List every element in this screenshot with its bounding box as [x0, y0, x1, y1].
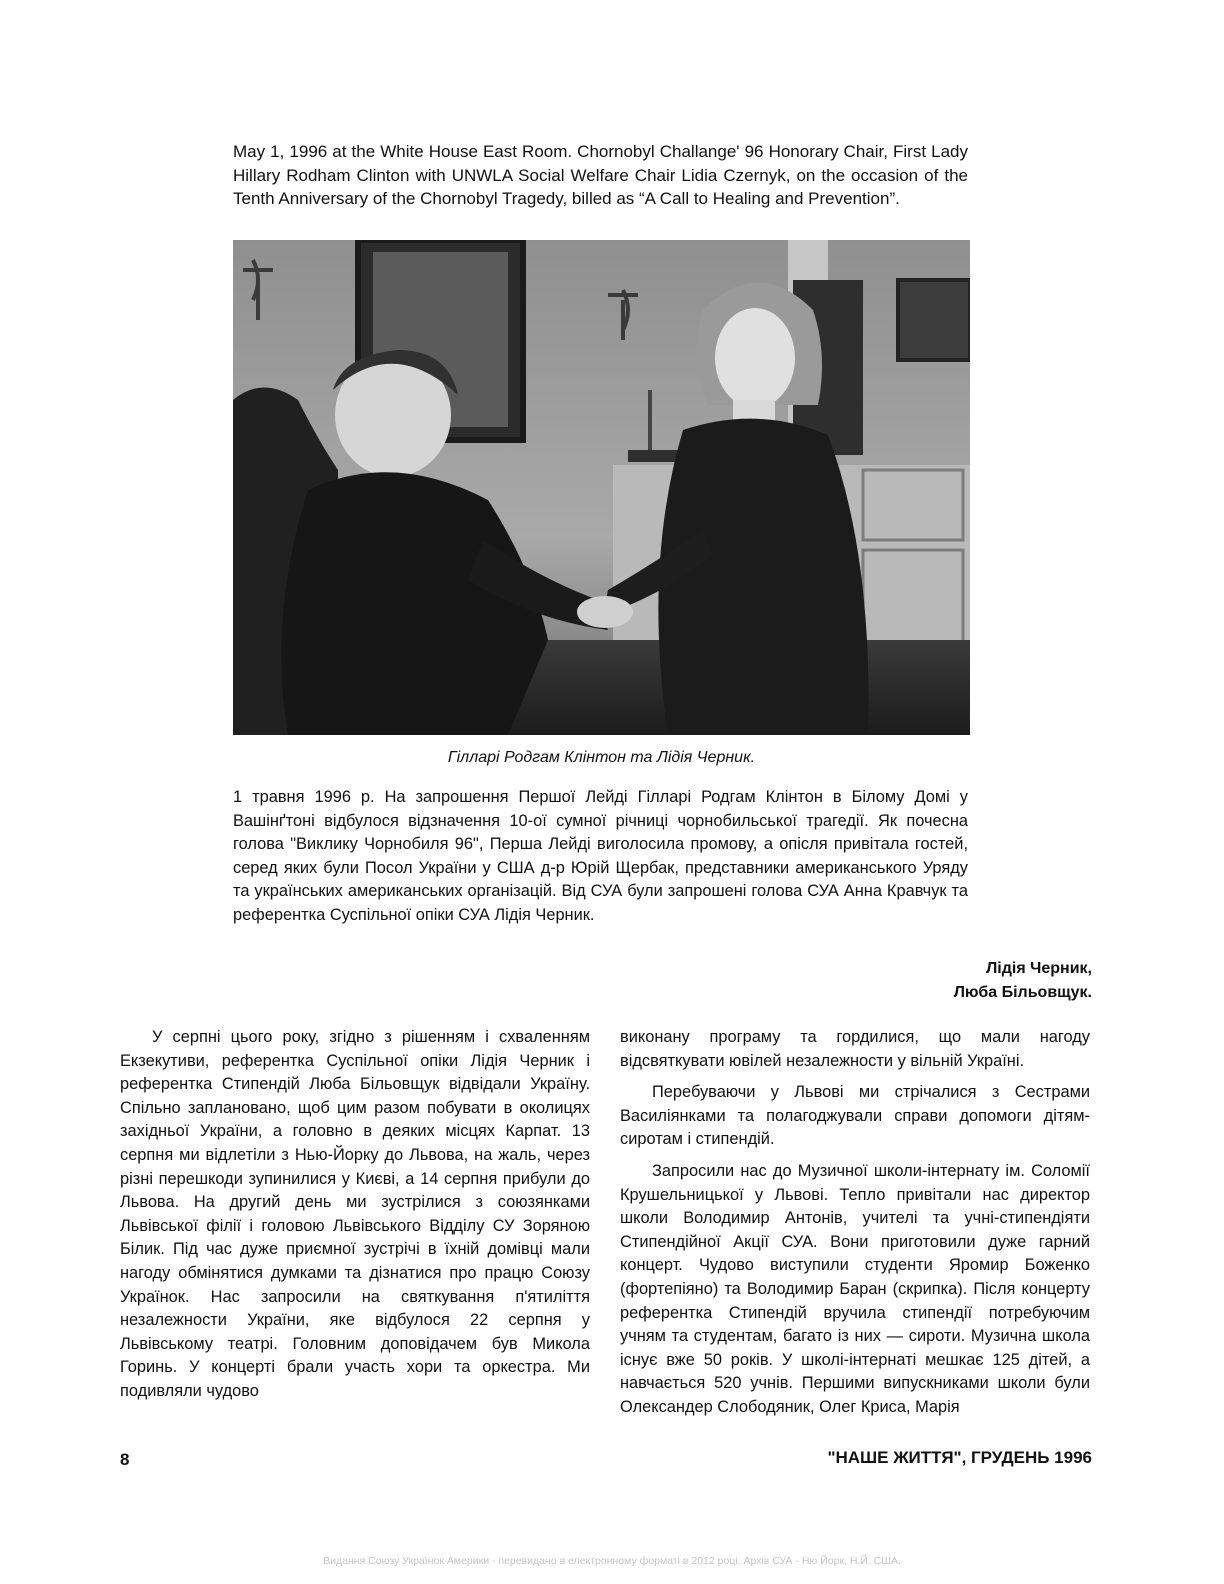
archive-watermark-note: Видання Союзу Українок Америки - перевидано в електронному форматі в 2012 році. Архів СУА - Ню Йорк, Н.Й. США.: [323, 1555, 901, 1567]
article-column-right: [620, 1026, 1090, 1428]
author-line-1: Лідія Черник,: [986, 960, 1092, 977]
photo-clinton-czernyk: [233, 240, 970, 735]
article-paragraph: Запросили нас до Музичної школи-інтернату ім. Соломії Крушельницької у Львові. Тепло привітали нас директор школи Володимир Антонів, учителі та учні-стипендіяти Стипендійної Акції СУА. Вони приготовили дуже гарний концерт. Чудово виступили студенти Яромир Боженко (фортепіяно) та Володимир Баран (скрипка). Після концерту референтка Стипендій вручила стипендії потребуючим учням та студентам, багато із них — сироти. Музична школа існує вже 50 років. У школі-інтернаті мешкає 125 дітей, а навчається 520 учнів. Першими випускниками школи були Олександер Слободяник, Олег Криса, Марія: [620, 1161, 1090, 1416]
english-photo-caption: May 1, 1996 at the White House East Room. Chornobyl Challange' 96 Honorary Chair, First Lady Hillary Rodham Clinton with UNWLA Social Welfare Chair Lidia Czernyk, on the occasion of the Tenth Anniversary of the Chornobyl Tragedy, billed as “A Call to Healing and Prevention”.: [233, 142, 968, 208]
author-signature: [954, 957, 1092, 1005]
article-paragraph: У серпні цього року, згідно з рішенням і схваленням Екзекутиви, референтка Суспільної опіки Лідія Черник і референтка Стипендій Люба Більовщук відвідали Україну. Спільно заплановано, щоб цим разом побувати в околицях західньої України, а головно в деяких місцях Карпат. 13 серпня ми відлетіли з Нью-Йорку до Львова, на жаль, через різні перешкоди зупинилися у Києві, а 14 серпня прибули до Львова. На другий день ми зустрілися з союзянками Львівської філії і головою Львівського Відділу СУ Зоряною Білик. Під час дуже приємної зустрічі в їхній домівці мали нагоду обмінятися думками та дізнатися про працю Союзу Українок. Нас запросили на святкування п'ятиліття незалежности України, яке відбулося 22 серпня у Львівському театрі. Головним доповідачем був Микола Горинь. У концерті брали участь хори та оркестра. Ми подивляли чудово: [120, 1028, 590, 1400]
photo-caption-ukrainian: Гіллapi Родгам Клінтон та Лідія Черник.: [447, 749, 756, 766]
issue-title: "НАШЕ ЖИТТЯ", ГРУДЕНЬ 1996: [827, 1448, 1092, 1467]
article-paragraph: Перебуваючи у Львові ми стрічалися з Сестрами Василіянками та полагоджували справи допомоги дітям-сиротам і стипендій.: [620, 1083, 1090, 1149]
article-column-left: [120, 1026, 590, 1412]
author-line-2: Люба Більовщук.: [953, 984, 1092, 1001]
page-number: 8: [120, 1450, 130, 1469]
article-paragraph: виконану програму та гордилися, що мали нагоду відсвяткувати ювілей незалежности у вільній Україні.: [620, 1028, 1090, 1070]
ukrainian-event-description: 1 травня 1996 р. На запрошення Першої Лейді Гіллapi Родгам Клінтон в Білому Домі у Вашінґтоні відбулося відзначення 10-ої сумної річниці чорнобильської трагедії. Як почесна голова "Виклику Чорнобиля 96", Перша Лейді виголосила промову, а опісля привітала гостей, серед яких були Посол України у США д-р Юрій Щербак, представники американського Уряду та українських американських організацій. Від СУА були запрошені голова СУА Анна Кравчук та референтка Суспільної опіки СУА Лідія Черник.: [233, 788, 968, 924]
